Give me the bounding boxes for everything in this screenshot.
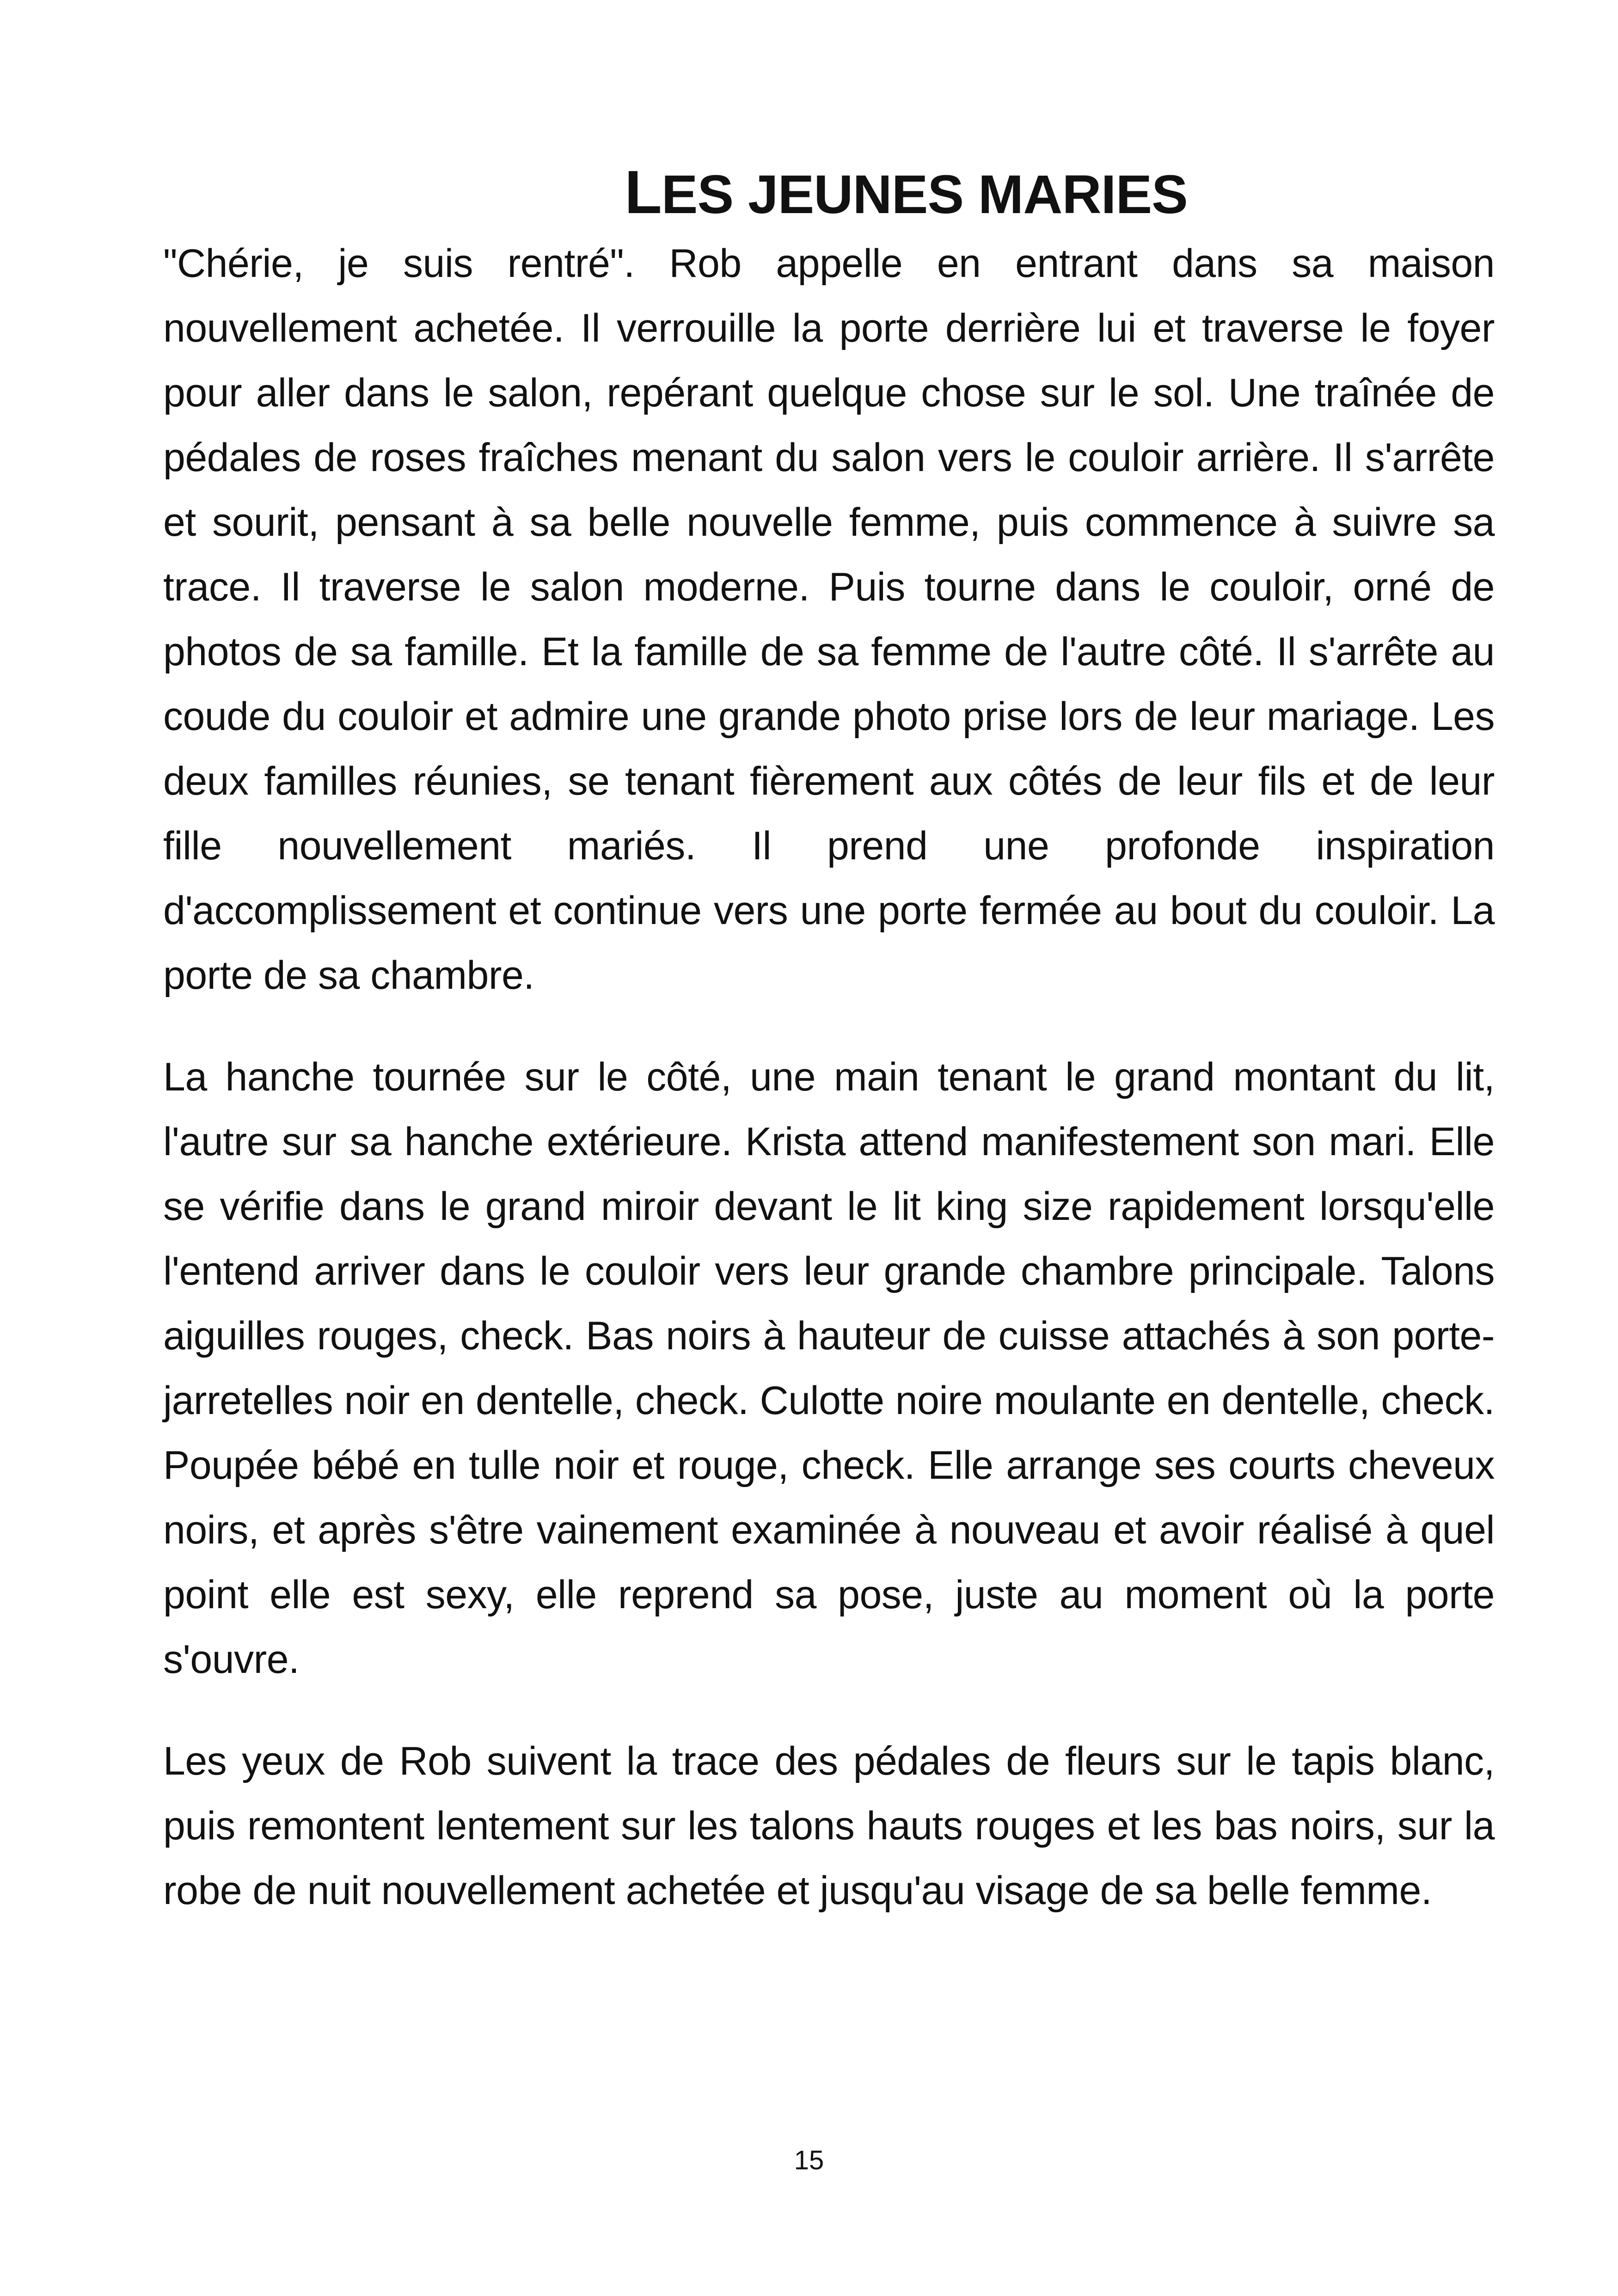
paragraph-1: "Chérie, je suis rentré". Rob appelle en entrant dans sa maison nouvellement achetée. Il verrouille la porte derrière lui et traverse le foyer pour aller dans le salon, repérant quelque chose sur le sol. Une traînée de pédales de roses fraîches menant du salon vers le couloir arrière. Il s'arrête et sourit, pensant à sa belle nouvelle femme, puis commence à suivre sa trace. Il traverse le salon moderne. Puis tourne dans le couloir, orné de photos de sa famille. Et la famille de sa femme de l'autre côté. Il s'arrête au coude du couloir et admire une grande photo prise lors de leur mariage. Les deux familles réunies, se tenant fièrement aux côtés de leur fils et de leur fille nouvellement mariés. Il prend une profonde inspiration d'accomplissement et continue vers une porte fermée au bout du couloir. La porte de sa chambre. xyxy=(163,241,1495,998)
body-text xyxy=(163,231,1495,1960)
chapter-title-rest: ES JEUNES MARIES xyxy=(661,164,1188,226)
chapter-title xyxy=(0,156,1618,229)
page-number: 15 xyxy=(794,2145,824,2175)
paragraph-2: La hanche tournée sur le côté, une main tenant le grand montant du lit, l'autre sur sa hanche extérieure. Krista attend manifestement son mari. Elle se vérifie dans le grand miroir devant le lit king size rapidement lorsqu'elle l'entend arriver dans le couloir vers leur grande chambre principale. Talons aiguilles rouges, check. Bas noirs à hauteur de cuisse attachés à son porte-jarretelles noir en dentelle, check. Culotte noire moulante en dentelle, check. Poupée bébé en tulle noir et rouge, check. Elle arrange ses courts cheveux noirs, et après s'être vainement examinée à nouveau et avoir réalisé à quel point elle est sexy, elle reprend sa pose, juste au moment où la porte s'ouvre. xyxy=(163,1055,1495,1682)
chapter-title-initial: L xyxy=(625,158,662,227)
paragraph-3: Les yeux de Rob suivent la trace des pédales de fleurs sur le tapis blanc, puis remontent lentement sur les talons hauts rouges et les bas noirs, sur la robe de nuit nouvellement achetée et jusqu'au visage de sa belle femme. xyxy=(163,1739,1495,1913)
